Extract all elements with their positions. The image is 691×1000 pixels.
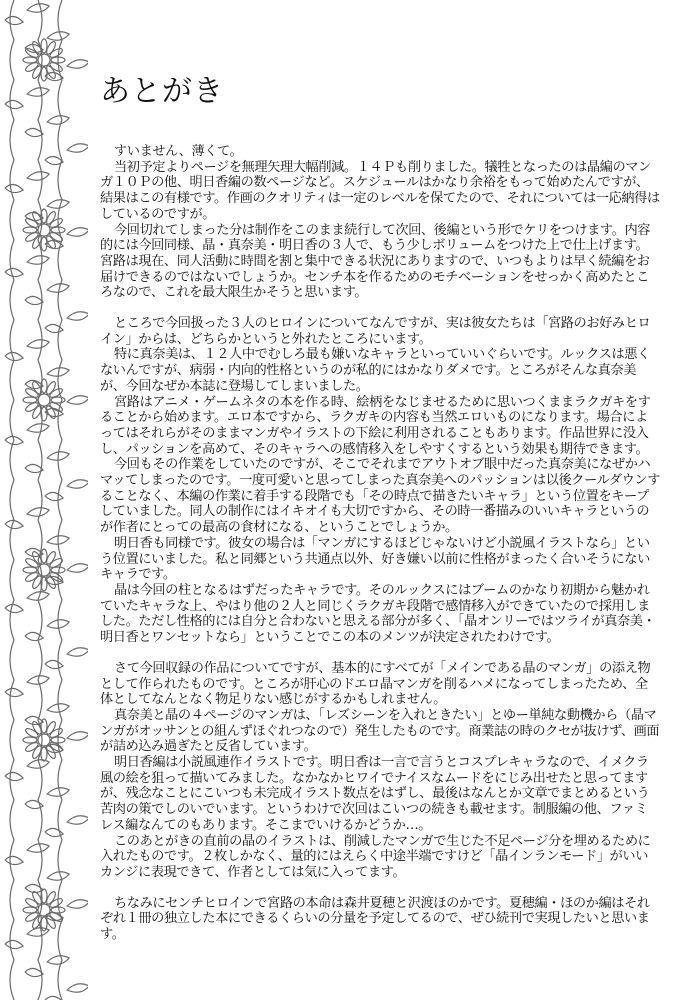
paragraph: 真奈美と晶の４ページのマンガは、「レズシーンを入れときたい」とゆー単純な動機から（晶マンガがオッサンとの組んずほぐれつなので）発生したものです。商業誌の時のクセが抜けず、画面が詰め込み過ぎたと反省しています。 [100, 707, 660, 755]
paragraph: 当初予定よりページを無理矢理大幅削減。１４Ｐも削りました。犠牲となったのは晶編のマンガ１０Ｐの他、明日香編の数ページなど。スケジュールはかなり余裕をもって始めたんですが、結果はこの有様です。作画のクオリティは一定のレベルを保てたので、それについては一応納得はしているのですが。 [100, 159, 660, 222]
paragraph: 明日香も同様です。彼女の場合は「マンガにするほどじゃないけど小説風イラストなら」という位置にいました。私と同郷という共通点以外、好き嫌い以前に性格がまったく合いそうにないキャラです。 [100, 535, 650, 583]
section-gap [100, 646, 660, 661]
paragraph: このあとがきの直前の晶のイラストは、削減したマンガで生じた不足ページ分を埋めるために入れたものです。２枚しかなく、量的にはえらく中途半端ですけど「晶インランモード」がいいカンジに表現できて、作者としては気に入ってます。 [100, 833, 651, 880]
paragraph: 明日香編は小説風連作イラストです。明日香は一言で言うとコスプレキャラなので、イメクラ風の絵を狙って描いてみました。なかなかヒワイでナイスなムードをにじみ出せたと思ってますが、残念なことにこいつも未完成イラスト数点をはずし、最後はなんとか文章でまとめるという苦肉の策でしのいでいます。というわけで次回はこいつの続きも載せます。制服編の他、ファミレス編なんてのもあります。そこまでいけるかどうか…。 [100, 755, 650, 833]
paragraph: さて今回収録の作品についてですが、基本的にすべてが「メインである晶のマンガ」の添え物として作られたものです。ところが肝心のドエロ晶マンガを削るハメになってしまったため、全体としてなんとなく物足りない感じがするかもしれません。 [100, 660, 651, 708]
paragraph: すいません、薄くて。 [114, 144, 243, 159]
paragraph: 宮路はアニメ・ゲームネタの本を作る時、絵柄をなじませるために思いつくままラクガキをすることから始めます。エロ本ですから、ラクガキの内容も当然エロいものになります。場合によってはそれらがそのままマンガやイラストの下絵に利用されることもあります。作品世界に没入し、パッションを高めて、そのキャラへの感情移入をしやすくするという効果も期待できます。 [100, 394, 651, 457]
paragraph: 今回もその作業をしていたのですが、そこでそれまでアウトオブ眼中だった真奈美になぜかハマッてしまったのです。一度可愛いと思ってしまった真奈美へのパッションは以後クールダウンすることなく、本編の作業に着手する段階でも「その時点で描きたいキャラ」という位置をキープしていました。同人の制作にはイキオイも大切ですから、その時一番描みのいいキャラというのが作者にとっての最高の食材になる、ということでしょうか。 [100, 457, 661, 536]
floral-border-decoration [0, 0, 88, 1000]
afterword-body [100, 144, 660, 943]
afterword-page [100, 66, 660, 943]
paragraph: ところで今回扱った３人のヒロインについてなんですが、実は彼女たちは「宮路のお好みヒロイン」からは、どちらかというと外れたところにいます。 [100, 316, 651, 347]
section-gap [100, 301, 660, 316]
paragraph: 今回切れてしまった分は制作をこのまま続行して次回、後編という形でケリをつけます。内容的には今回同様、晶・真奈美・明日香の３人で、もう少しボリュームをつけた上で仕上げます。宮路は現在、同人活動に時間を割と集中できる状況にありますので、いつもよりは早く続編をお届けできるのではないでしょうか。センチ本を作るためのモチベーションをせっかく高めたところなので、これを最大限生かそうと思います。 [100, 222, 651, 301]
page-title: あとがき [100, 74, 224, 109]
paragraph: ちなみにセンチヒロインで宮路の本命は森井夏穂と沢渡ほのかです。夏穂編・ほのか編はそれぞれ１冊の独立した本にできるくらいの分量を予定してるので、ぜひ続刊で実現したいと思います。 [100, 895, 650, 943]
section-gap [100, 881, 660, 896]
paragraph: 特に真奈美は、１２人中でむしろ最も嫌いなキャラといっていいぐらいです。ルックスは悪くないんですが、病弱・内向的性格というのが私的にはかなりダメです。ところがそんな真奈美が、今回なぜか本誌に登場してしまいました。 [100, 347, 650, 394]
paragraph: 晶は今回の柱となるはずだったキャラです。そのルックスにはブームのかなり初期から魅かれていたキャラな上、やはり他の２人と同じくラクガキ段階で感情移入ができていたので採用しました。ただし性格的には自分と合わないと思える部分が多く、「晶オンリーではツライが真奈美・明日香とワンセットなら」ということでこの本のメンツが決定されたわけです。 [100, 582, 656, 646]
